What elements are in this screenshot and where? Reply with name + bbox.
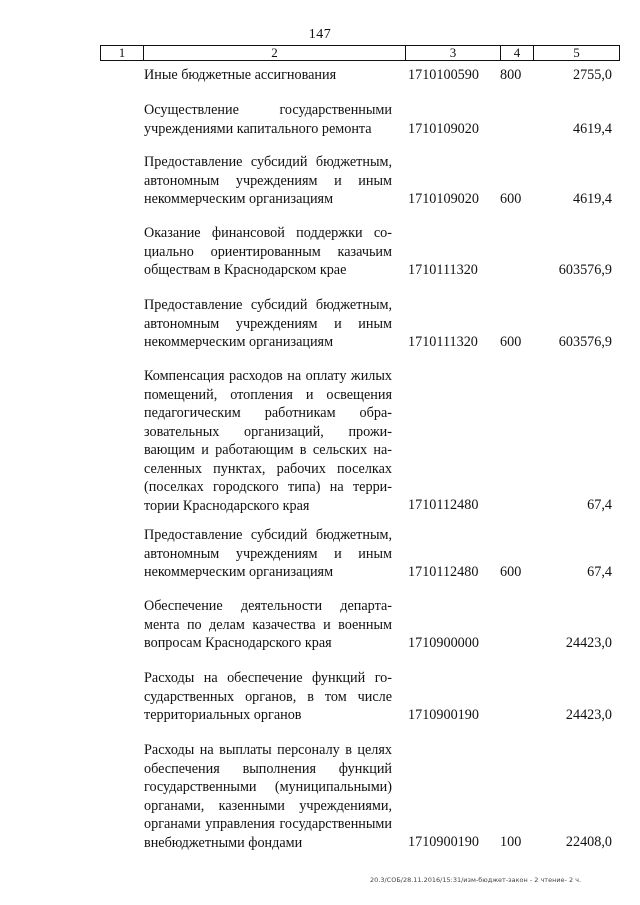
row-type: 800 [500,67,522,83]
row-amount: 67,4 [587,564,612,580]
row-amount: 4619,4 [572,191,612,207]
row-code: 1710900190 [408,834,479,850]
row-code: 1710109020 [408,191,479,207]
row-code: 1710109020 [408,121,479,137]
row-amount: 4619,4 [572,121,612,137]
row-description: Обеспечение деятельности департамента по делам казачества и военным вопросам Краснодарского края [144,598,392,651]
row-code: 1710900190 [408,707,479,723]
row-code: 1710900000 [408,635,479,651]
row-type: 600 [500,564,522,580]
row-amount: 24423,0 [565,707,612,723]
row-description: Расходы на выплаты персоналу в целях обеспечения выполнения функций государственными (муниципальными) органами, казенными учреждениями, органами управления государственными внебюджетными фондами [144,742,392,851]
row-amount: 603576,9 [558,262,612,278]
row-type: 600 [500,334,522,350]
row-description: Иные бюджетные ассигнования [144,67,337,83]
footer-stamp: 20.3/СОБ/28.11.2016/15:31/изм-бюджет-закон - 2 чтение- 2 ч. [370,876,582,884]
row-amount: 2755,0 [572,67,612,83]
row-code: 1710111320 [408,334,478,350]
row-description: Расходы на обеспечение функций государственных органов, в том числе территориальных органов [144,670,392,723]
row-code: 1710112480 [408,564,479,580]
row-description: Предоставление субсидий бюджетным, автономным учреждениям и иным некоммерческим организациям [144,297,392,350]
row-description: Оказание финансовой поддержки социально ориентированным казачьим обществам в Краснодарском крае [144,225,392,278]
header-col-5: 5 [573,45,580,60]
header-col-2: 2 [144,46,406,60]
row-code: 1710111320 [408,262,478,278]
header-col-4: 4 [501,46,534,60]
table-header [100,45,620,61]
row-amount: 24423,0 [565,635,612,651]
header-col-3: 3 [406,46,501,60]
row-amount: 603576,9 [558,334,612,350]
row-code: 1710100590 [408,67,479,83]
row-type: 100 [500,834,522,850]
row-code: 1710112480 [408,497,479,513]
row-amount: 22408,0 [565,834,612,850]
row-description: Компенсация расходов на оплату жилых помещений, отопления и освещения педагогическим работникам образовательных организаций, проживающим и работающим в сельских населенных пунктах, рабочих поселках (поселках городского типа) на территории Краснодарского края [144,368,392,514]
row-description: Предоставление субсидий бюджетным, автономным учреждениям и иным некоммерческим организациям [144,154,392,207]
row-description: Предоставление субсидий бюджетным, автономным учреждениям и иным некоммерческим организациям [144,527,392,580]
page-number: 147 [308,27,332,42]
row-amount: 67,4 [587,497,612,513]
row-description: Осуществление государственными учреждениями капитального ремонта [144,102,392,137]
row-type: 600 [500,191,522,207]
header-col-1: 1 [101,46,144,60]
